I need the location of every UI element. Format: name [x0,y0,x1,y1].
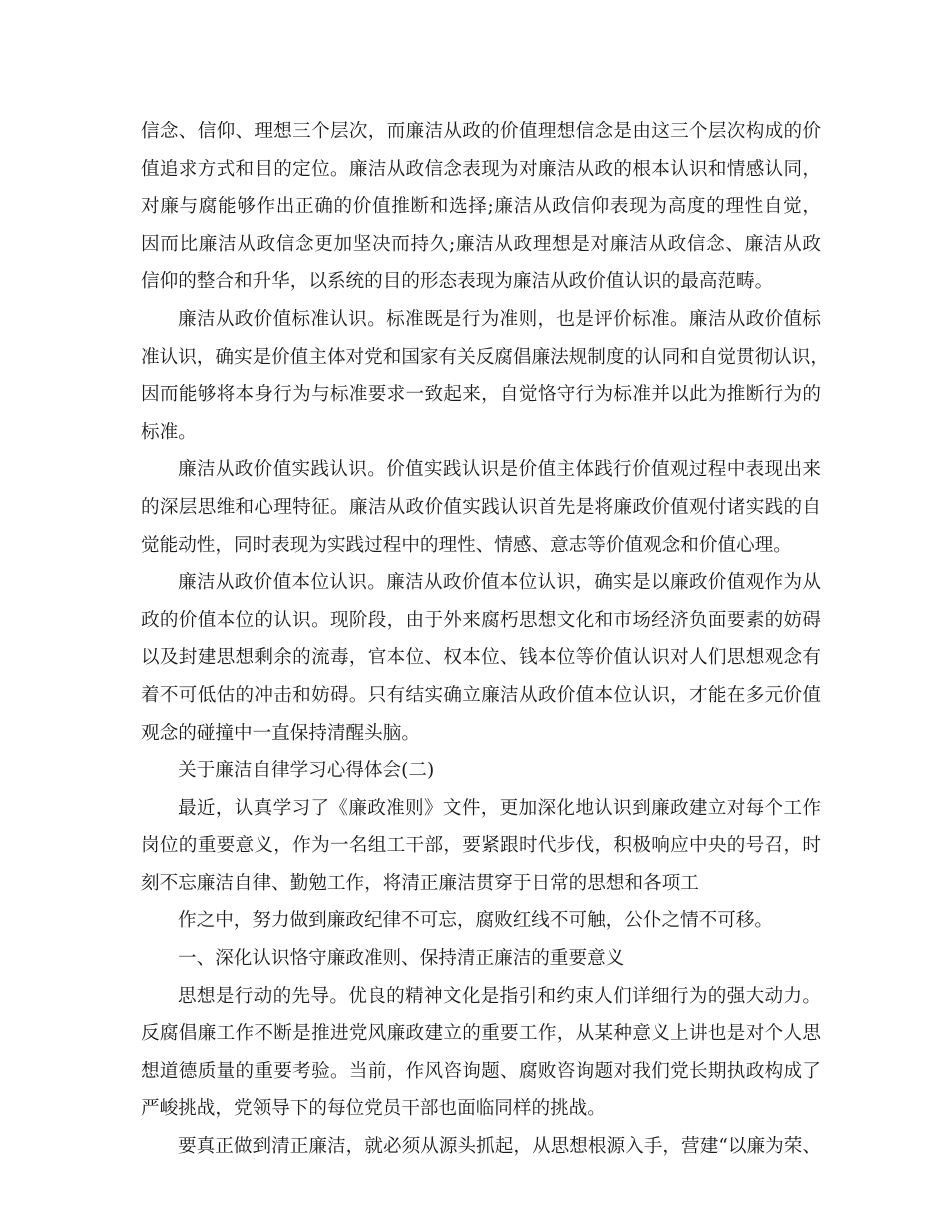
text-line: 作之中，努力做到廉政纪律不可忘，腐败红线不可触，公仆之情不可移。 [178,910,774,932]
text-line: 刻不忘廉洁自律、勤勉工作，将清正廉洁贯穿于日常的思想和各项工 [141,872,699,894]
text-line: 着不可低估的冲击和妨碍。只有结实确立廉洁从政价值本位认识，才能在多元价值 [141,684,821,706]
text-line: 最近，认真学习了《廉政准则》文件，更加深化地认识到廉政建立对每个工作 [178,797,821,819]
text-line: 因而能够将本身行为与标准要求一致起来，自觉恪守行为标准并以此为推断行为的 [141,384,821,406]
text-line: 廉洁从政价值实践认识。价值实践认识是价值主体践行价值观过程中表现出来 [178,459,821,481]
text-line: 标准。 [141,421,197,443]
text-line: 对廉与腐能够作出正确的价值推断和选择;廉洁从政信仰表现为高度的理性自觉， [141,196,821,218]
section-heading: 关于廉洁自律学习心得体会(二) [178,760,435,782]
document-body [141,113,829,1166]
text-line: 廉洁从政价值本位认识。廉洁从政价值本位认识，确实是以廉政价值观作为从 [178,572,821,594]
text-line: 信念、信仰、理想三个层次，而廉洁从政的价值理想信念是由这三个层次构成的价 [141,121,821,142]
text-line: 岗位的重要意义，作为一名组工干部，要紧跟时代步伐，积极响应中央的号召，时 [141,835,821,857]
text-line: 信仰的整合和升华，以系统的目的形态表现为廉洁从政价值认识的最高范畴。 [141,271,774,293]
text-line: 要真正做到清正廉洁，就必须从源头抓起，从思想根源入手，营建“以廉为荣、 [178,1136,821,1158]
text-line: 的深层思维和心理特征。廉洁从政价值实践认识首先是将廉政价值观付诸实践的自 [141,496,821,518]
text-line: 政的价值本位的认识。现阶段，由于外来腐朽思想文化和市场经济负面要素的妨碍 [141,609,821,631]
text-line: 严峻挑战，党领导下的每位党员干部也面临同样的挑战。 [141,1098,606,1120]
section-heading: 一、深化认识恪守廉政准则、保持清正廉洁的重要意义 [178,948,625,970]
text-line: 觉能动性，同时表现为实践过程中的理性、情感、意志等价值观念和价值心理。 [141,534,792,556]
text-line: 准认识，确实是价值主体对党和国家有关反腐倡廉法规制度的认同和自觉贯彻认识， [141,346,829,368]
text-line: 思想是行动的先导。优良的精神文化是指引和约束人们详细行为的强大动力。 [178,985,821,1007]
text-line: 廉洁从政价值标准认识。标准既是行为准则，也是评价标准。廉洁从政价值标 [178,308,821,330]
text-line: 想道德质量的重要考验。当前，作风咨询题、腐败咨询题对我们党长期执政构成了 [141,1060,821,1082]
text-line: 反腐倡廉工作不断是推进党风廉政建立的重要工作，从某种意义上讲也是对个人思 [141,1023,821,1045]
text-line: 值追求方式和目的定位。廉洁从政信念表现为对廉洁从政的根本认识和情感认同， [141,158,821,180]
text-line: 因而比廉洁从政信念更加坚决而持久;廉洁从政理想是对廉洁从政信念、廉洁从政 [141,233,821,255]
text-line: 观念的碰撞中一直保持清醒头脑。 [141,722,420,744]
text-line: 以及封建思想剩余的流毒，官本位、权本位、钱本位等价值认识对人们思想观念有 [141,647,821,669]
